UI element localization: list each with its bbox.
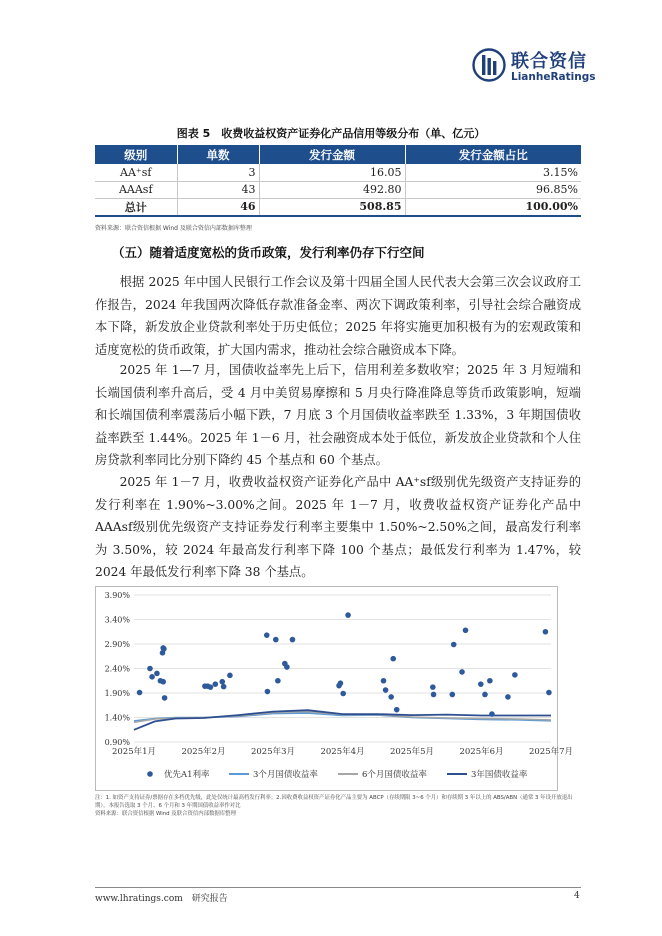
y-tick-label: 1.40% (104, 713, 130, 723)
y-tick-label: 3.90% (104, 591, 130, 600)
table-total-row (95, 198, 581, 216)
paragraph-3: 2025 年 1－7 月，收费收益权资产证券化产品中 AA⁺sf级别优先级资产支持证券的发行利率在 1.90%~3.00%之间。2025 年 1－7 月，收费收益权资产证券化产品中 AAAsf级别优先级资产支持证券发行利率主要集中 1.50%~2.50%之间，最高发行利率为 3.50%，较 2024 年最高发行利率下降 100 个基点；最低发行利率为 1.47%，较 2024 年最低发行利率下降 38 个基点。 (95, 475, 581, 579)
scatter-point (394, 707, 400, 713)
y-tick-label: 0.90% (104, 738, 130, 747)
y-tick-label: 2.40% (104, 664, 130, 674)
rate-chart (95, 586, 574, 791)
x-tick-label: 2025年1月 (111, 747, 157, 757)
scatter-point (208, 684, 214, 690)
cell-grade: AA⁺sf (95, 164, 177, 181)
scatter-point (290, 637, 296, 643)
scatter-point (160, 679, 166, 685)
scatter-point (149, 674, 155, 680)
x-tick-label: 2025年6月 (459, 747, 504, 757)
scatter-point (482, 692, 488, 698)
scatter-point (147, 666, 153, 672)
scatter-point (431, 692, 437, 698)
legend-label: 6个月国债收益率 (362, 770, 427, 780)
scatter-point (430, 684, 436, 690)
x-tick-label: 2025年2月 (181, 747, 226, 757)
col-header-count: 单数 (177, 145, 259, 164)
scatter-point (478, 681, 484, 687)
scatter-point (275, 678, 281, 684)
scatter-point (512, 672, 518, 678)
scatter-point (388, 694, 394, 700)
logo-cn: 联合资信 (511, 51, 587, 72)
scatter-point (265, 689, 271, 695)
cell-count: 3 (177, 164, 259, 181)
col-header-grade: 级别 (95, 145, 177, 164)
scatter-point (213, 681, 219, 687)
scatter-point (390, 656, 396, 662)
logo-en: LianheRatings (511, 71, 596, 83)
cell-total-count: 46 (177, 198, 259, 216)
scatter-point (487, 678, 493, 684)
x-tick-label: 2025年7月 (528, 747, 574, 757)
scatter-point (221, 684, 227, 690)
chart-note-text: 注：1. 如资产支持证券/票据存在多档优先级，此处仅统计最高档发行利率；2.因收费收益权资产证券化产品主要为 ABCP（存续期限 3~6 个月）和存续期 3 年以上的 ABS/ABN（通常 3 年设开放退出期），本报告选取 3 个月、6 个月和 3 年期国债收益率作对比 (95, 795, 573, 809)
logo (472, 46, 632, 88)
table-title: 图表 5 收费收益权资产证券化产品信用等级分布（单、亿元） (176, 127, 486, 140)
scatter-point (345, 612, 351, 618)
scatter-point (227, 673, 233, 679)
rating-distribution-table (95, 145, 581, 217)
footer-url: www.lhratings.com 研究报告 (95, 894, 228, 904)
legend-label: 优先A1利率 (164, 770, 210, 780)
cell-share: 3.15% (405, 164, 581, 181)
paragraph-1: 根据 2025 年中国人民银行工作会议及第十四届全国人民代表大会第三次会议政府工作报告，2024 年我国两次降低存款准备金率、两次下调政策利率，引导社会综合融资成本下降，新发放企业贷款利率处于历史低位；2025 年将实施更加积极有为的宏观政策和适度宽松的货币政策，扩大国内需求，推动社会综合融资成本下降。 (95, 275, 581, 357)
section-title: （五）随着适度宽松的货币政策，发行利率仍存下行空间 (112, 245, 425, 260)
scatter-point (137, 690, 143, 696)
scatter-point (161, 646, 167, 652)
col-header-share: 发行金额占比 (405, 145, 581, 164)
cell-amount: 492.80 (259, 181, 405, 198)
legend-label: 3年国债收益率 (471, 770, 528, 780)
footer-divider (95, 887, 581, 888)
table-row (95, 164, 581, 181)
scatter-point (451, 642, 457, 648)
table-row (95, 181, 581, 198)
page-number: 4 (574, 891, 580, 901)
scatter-point (338, 680, 344, 686)
y-tick-label: 3.40% (104, 615, 130, 625)
x-tick-label: 2025年4月 (320, 747, 365, 757)
scatter-point (264, 632, 270, 638)
cell-share: 96.85% (405, 181, 581, 198)
y-tick-label: 2.90% (104, 640, 130, 649)
cell-total-label: 总计 (95, 198, 177, 216)
scatter-point (459, 669, 465, 675)
scatter-point (284, 664, 290, 670)
legend-marker (147, 771, 153, 777)
scatter-point (463, 627, 469, 633)
scatter-point (162, 695, 168, 701)
legend-label: 3个月国债收益率 (253, 770, 318, 780)
scatter-point (505, 694, 511, 700)
chart-note (95, 794, 581, 818)
scatter-point (154, 671, 160, 677)
cell-count: 43 (177, 181, 259, 198)
x-tick-label: 2025年5月 (389, 747, 435, 757)
x-tick-label: 2025年3月 (250, 747, 296, 757)
scatter-point (381, 678, 387, 684)
scatter-point (340, 691, 346, 697)
cell-grade: AAAsf (95, 181, 177, 198)
rate-chart-svg (96, 587, 574, 792)
scatter-point (383, 687, 389, 693)
y-tick-label: 1.90% (104, 689, 130, 698)
cell-total-amount: 508.85 (259, 198, 405, 216)
cell-total-share: 100.00% (405, 198, 581, 216)
scatter-point (273, 637, 279, 643)
scatter-point (546, 690, 552, 696)
chart-source: 资料来源：联合资信根据 Wind 及联合资信内部数据库整理 (95, 811, 236, 817)
scatter-point (219, 679, 225, 685)
col-header-amount: 发行金额 (259, 145, 405, 164)
paragraph-2: 2025 年 1—7 月，国债收益率先上后下，信用利差多数收窄；2025 年 3 月短端和长端国债利率升高后，受 4 月中美贸易摩擦和 5 月央行降准降息等货币政策影响，短端和长端国债利率震荡后小幅下跌，7 月底 3 个月国债收益率跌至 1.33%，3 年期国债收益率跌至 1.44%。2025 年 1－6 月，社会融资成本处于低位，新发放企业贷款和个人住房贷款利率同比分别下降约 45 个基点和 60 个基点。 (95, 363, 581, 467)
cell-amount: 16.05 (259, 164, 405, 181)
scatter-point (543, 629, 549, 635)
scatter-point (489, 711, 495, 717)
table-source: 资料来源：联合资信根据 Wind 及联合资信内部数据库整理 (95, 225, 252, 232)
lianhe-logo-icon (472, 48, 506, 82)
scatter-point (450, 692, 456, 698)
